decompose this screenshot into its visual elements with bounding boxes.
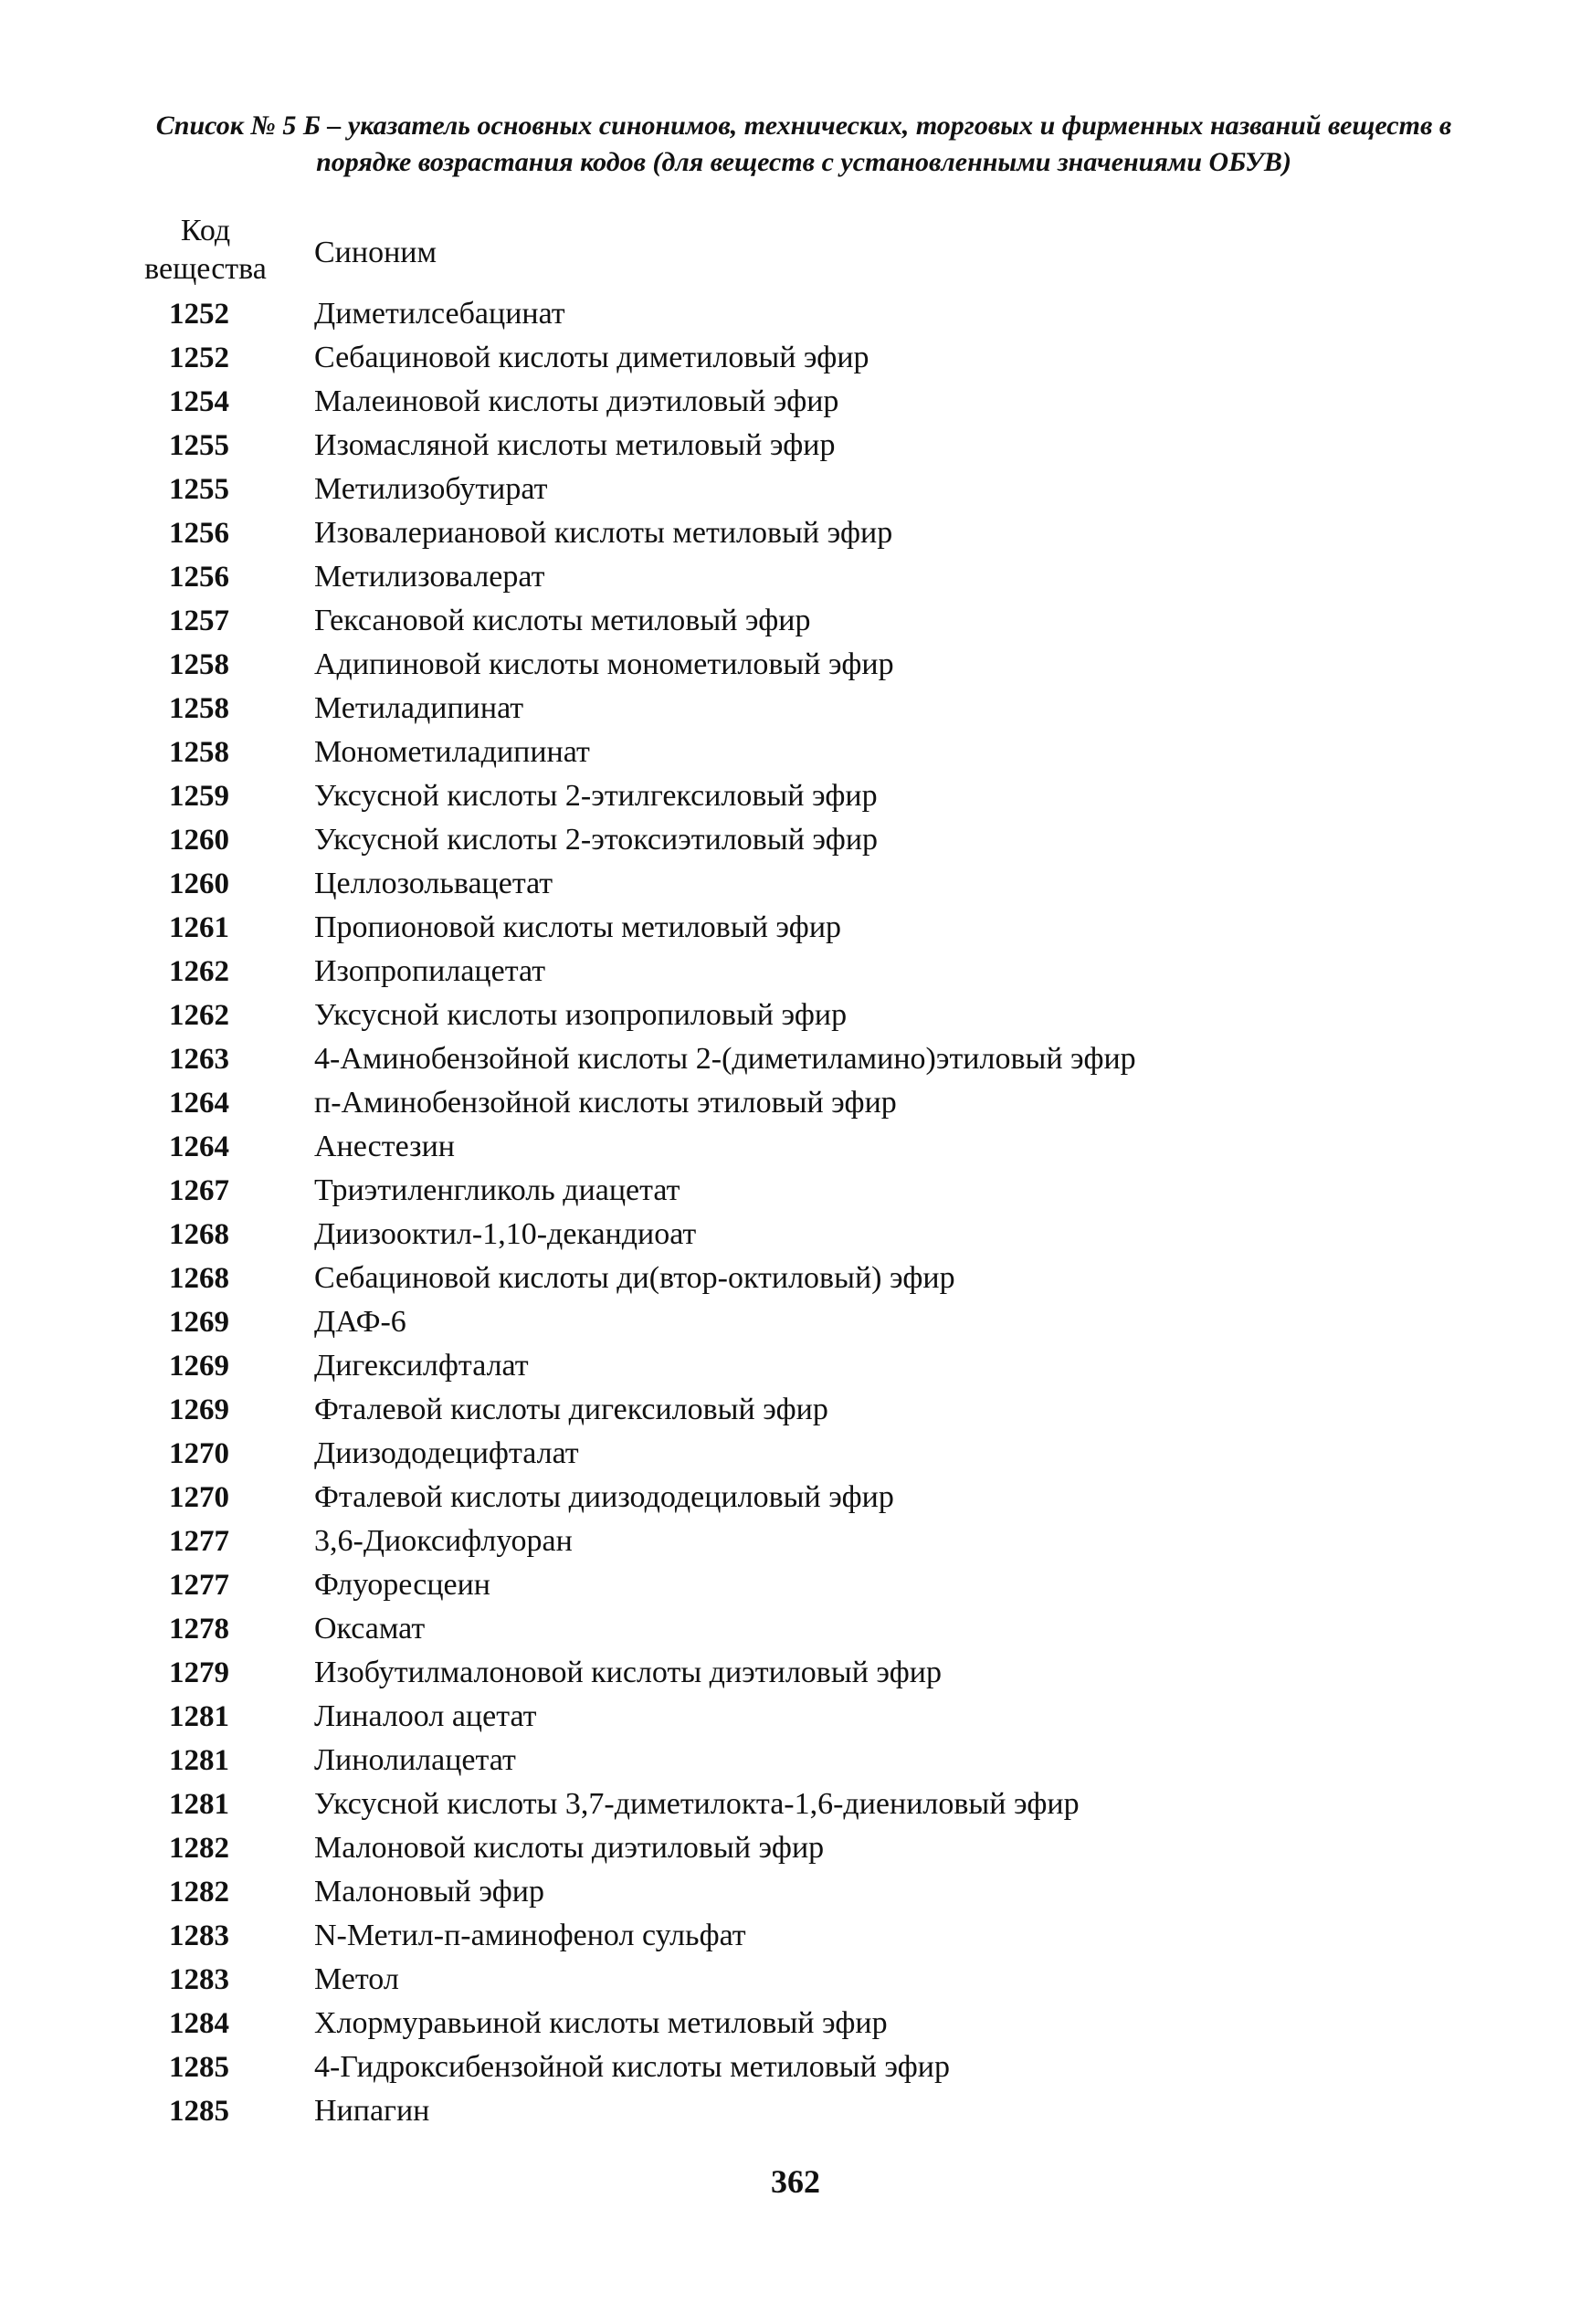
table-row xyxy=(119,1305,1489,1349)
substance-code: 1282 xyxy=(169,1876,229,1909)
substance-code: 1277 xyxy=(169,1569,229,1602)
substance-code: 1258 xyxy=(169,692,229,725)
synonym-text: Анестезин xyxy=(314,1130,455,1163)
substance-code: 1255 xyxy=(169,473,229,506)
substance-code: 1269 xyxy=(169,1306,229,1339)
table-row xyxy=(119,2094,1489,2138)
substance-code: 1258 xyxy=(169,736,229,769)
synonym-text: Малеиновой кислоты диэтиловый эфир xyxy=(314,384,839,418)
synonym-text: 3,6-Диоксифлуоран xyxy=(314,1524,573,1558)
table-row xyxy=(119,560,1489,604)
substance-code: 1270 xyxy=(169,1481,229,1514)
table-row xyxy=(119,297,1489,341)
table-row xyxy=(119,2050,1489,2094)
table-row xyxy=(119,1743,1489,1787)
synonym-text: Малоновый эфир xyxy=(314,1875,544,1909)
table-row xyxy=(119,2006,1489,2050)
code-header-line-2: вещества xyxy=(144,252,267,286)
substance-code: 1281 xyxy=(169,1700,229,1733)
table-row xyxy=(119,1831,1489,1875)
synonym-text: Дигексилфталат xyxy=(314,1349,529,1383)
table-row xyxy=(119,1349,1489,1393)
synonym-text: Оксамат xyxy=(314,1612,426,1646)
substance-code: 1260 xyxy=(169,824,229,857)
substance-code: 1282 xyxy=(169,1832,229,1865)
synonym-text: N-Метил-п-аминофенол сульфат xyxy=(314,1919,746,1952)
synonym-text: Линолилацетат xyxy=(314,1743,516,1777)
substance-code: 1269 xyxy=(169,1393,229,1426)
table-row xyxy=(119,1436,1489,1480)
synonym-text: Нипагин xyxy=(314,2094,430,2128)
page-heading xyxy=(91,108,1516,181)
table-row xyxy=(119,1086,1489,1130)
table-row xyxy=(119,867,1489,910)
substance-code: 1252 xyxy=(169,298,229,331)
table-row xyxy=(119,516,1489,560)
table-row xyxy=(119,1656,1489,1699)
table-row xyxy=(119,910,1489,954)
substance-code: 1281 xyxy=(169,1744,229,1777)
synonym-text: Диизооктил-1,10-декандиоат xyxy=(314,1217,697,1251)
table-row xyxy=(119,384,1489,428)
substance-code: 1264 xyxy=(169,1087,229,1120)
substance-code: 1252 xyxy=(169,342,229,374)
table-row xyxy=(119,1480,1489,1524)
table-row xyxy=(119,735,1489,779)
synonym-text: ДАФ-6 xyxy=(314,1305,406,1339)
table-row xyxy=(119,1612,1489,1656)
synonym-text: Малоновой кислоты диэтиловый эфир xyxy=(314,1831,825,1865)
synonym-text: Пропионовой кислоты метиловый эфир xyxy=(314,910,842,944)
substance-code: 1283 xyxy=(169,1919,229,1952)
synonym-text: Диметилсебацинат xyxy=(314,297,565,331)
table-row xyxy=(119,1173,1489,1217)
substance-code: 1267 xyxy=(169,1174,229,1207)
synonym-text: Флуоресцеин xyxy=(314,1568,490,1602)
synonym-text: Фталевой кислоты диизододециловый эфир xyxy=(314,1480,894,1514)
synonym-text: Линалоол ацетат xyxy=(314,1699,537,1733)
substance-code: 1261 xyxy=(169,911,229,944)
synonym-text: Уксусной кислоты 2-этоксиэтиловый эфир xyxy=(314,823,879,857)
substance-code: 1281 xyxy=(169,1788,229,1821)
code-column-header xyxy=(119,212,292,289)
substance-code: 1283 xyxy=(169,1963,229,1996)
page-number: 362 xyxy=(771,2163,820,2200)
substance-code: 1279 xyxy=(169,1656,229,1689)
table-row xyxy=(119,1962,1489,2006)
synonym-text: Метилизобутират xyxy=(314,472,548,506)
heading-line-2: порядке возрастания кодов (для веществ с установленными значениями ОБУВ) xyxy=(316,147,1291,177)
table-row xyxy=(119,823,1489,867)
table-row xyxy=(119,779,1489,823)
synonym-text: Изопропилацетат xyxy=(314,954,546,988)
substance-code: 1264 xyxy=(169,1130,229,1163)
table-row xyxy=(119,341,1489,384)
table-header xyxy=(119,212,1489,294)
substance-code: 1259 xyxy=(169,780,229,813)
substance-code: 1268 xyxy=(169,1262,229,1295)
table-row xyxy=(119,1524,1489,1568)
synonym-text: Метилизовалерат xyxy=(314,560,545,594)
table-row xyxy=(119,604,1489,647)
table-row xyxy=(119,1919,1489,1962)
table-row xyxy=(119,998,1489,1042)
synonym-text: 4-Аминобензойной кислоты 2-(диметиламино)этиловый эфир xyxy=(314,1042,1136,1076)
table-row xyxy=(119,1042,1489,1086)
table-row xyxy=(119,1568,1489,1612)
substance-code: 1262 xyxy=(169,999,229,1032)
synonym-text: Хлормуравьиной кислоты метиловый эфир xyxy=(314,2006,888,2040)
table-row xyxy=(119,954,1489,998)
synonym-text: Монометиладипинат xyxy=(314,735,590,769)
substance-code: 1270 xyxy=(169,1437,229,1470)
table-row xyxy=(119,1217,1489,1261)
substance-code: 1256 xyxy=(169,517,229,550)
synonym-text: 4-Гидроксибензойной кислоты метиловый эфир xyxy=(314,2050,950,2084)
table-row xyxy=(119,428,1489,472)
synonym-text: Целлозольвацетат xyxy=(314,867,553,900)
synonym-text: Изомасляной кислоты метиловый эфир xyxy=(314,428,836,462)
table-row xyxy=(119,1130,1489,1173)
substance-code: 1285 xyxy=(169,2051,229,2084)
synonym-text: Себациновой кислоты диметиловый эфир xyxy=(314,341,869,374)
substance-code: 1254 xyxy=(169,385,229,418)
synonym-text: Уксусной кислоты 3,7-диметилокта-1,6-диениловый эфир xyxy=(314,1787,1080,1821)
table-row xyxy=(119,472,1489,516)
substance-code: 1257 xyxy=(169,605,229,637)
table-row xyxy=(119,691,1489,735)
substance-code: 1285 xyxy=(169,2095,229,2128)
synonym-text: Метол xyxy=(314,1962,399,1996)
table-row xyxy=(119,1393,1489,1436)
synonym-text: Изовалериановой кислоты метиловый эфир xyxy=(314,516,893,550)
substance-code: 1256 xyxy=(169,561,229,594)
synonym-text: Гексановой кислоты метиловый эфир xyxy=(314,604,811,637)
code-header-line-1: Код xyxy=(180,214,231,247)
substance-code: 1260 xyxy=(169,868,229,900)
synonym-text: Уксусной кислоты 2-этилгексиловый эфир xyxy=(314,779,878,813)
substance-code: 1278 xyxy=(169,1613,229,1646)
substance-code: 1269 xyxy=(169,1350,229,1383)
synonym-column-header: Синоним xyxy=(314,236,437,269)
synonym-text: Себациновой кислоты ди(втор-октиловый) эфир xyxy=(314,1261,955,1295)
substance-code: 1262 xyxy=(169,955,229,988)
synonym-text: Изобутилмалоновой кислоты диэтиловый эфир xyxy=(314,1656,943,1689)
table-row xyxy=(119,1787,1489,1831)
synonym-text: Диизододецифталат xyxy=(314,1436,579,1470)
substance-code: 1263 xyxy=(169,1043,229,1076)
synonym-text: Фталевой кислоты дигексиловый эфир xyxy=(314,1393,828,1426)
table-row xyxy=(119,1261,1489,1305)
substance-code: 1284 xyxy=(169,2007,229,2040)
heading-line-1: Список № 5 Б – указатель основных синонимов, технических, торговых и фирменных названий веществ в xyxy=(155,110,1452,141)
substance-code: 1255 xyxy=(169,429,229,462)
synonym-text: Метиладипинат xyxy=(314,691,524,725)
substance-code: 1258 xyxy=(169,648,229,681)
synonym-text: Триэтиленгликоль диацетат xyxy=(314,1173,680,1207)
substance-code: 1277 xyxy=(169,1525,229,1558)
table-row xyxy=(119,1699,1489,1743)
table-row xyxy=(119,1875,1489,1919)
synonym-table xyxy=(119,297,1489,2138)
synonym-text: Адипиновой кислоты монометиловый эфир xyxy=(314,647,894,681)
synonym-text: Уксусной кислоты изопропиловый эфир xyxy=(314,998,848,1032)
substance-code: 1268 xyxy=(169,1218,229,1251)
table-row xyxy=(119,647,1489,691)
synonym-text: п-Аминобензойной кислоты этиловый эфир xyxy=(314,1086,897,1120)
